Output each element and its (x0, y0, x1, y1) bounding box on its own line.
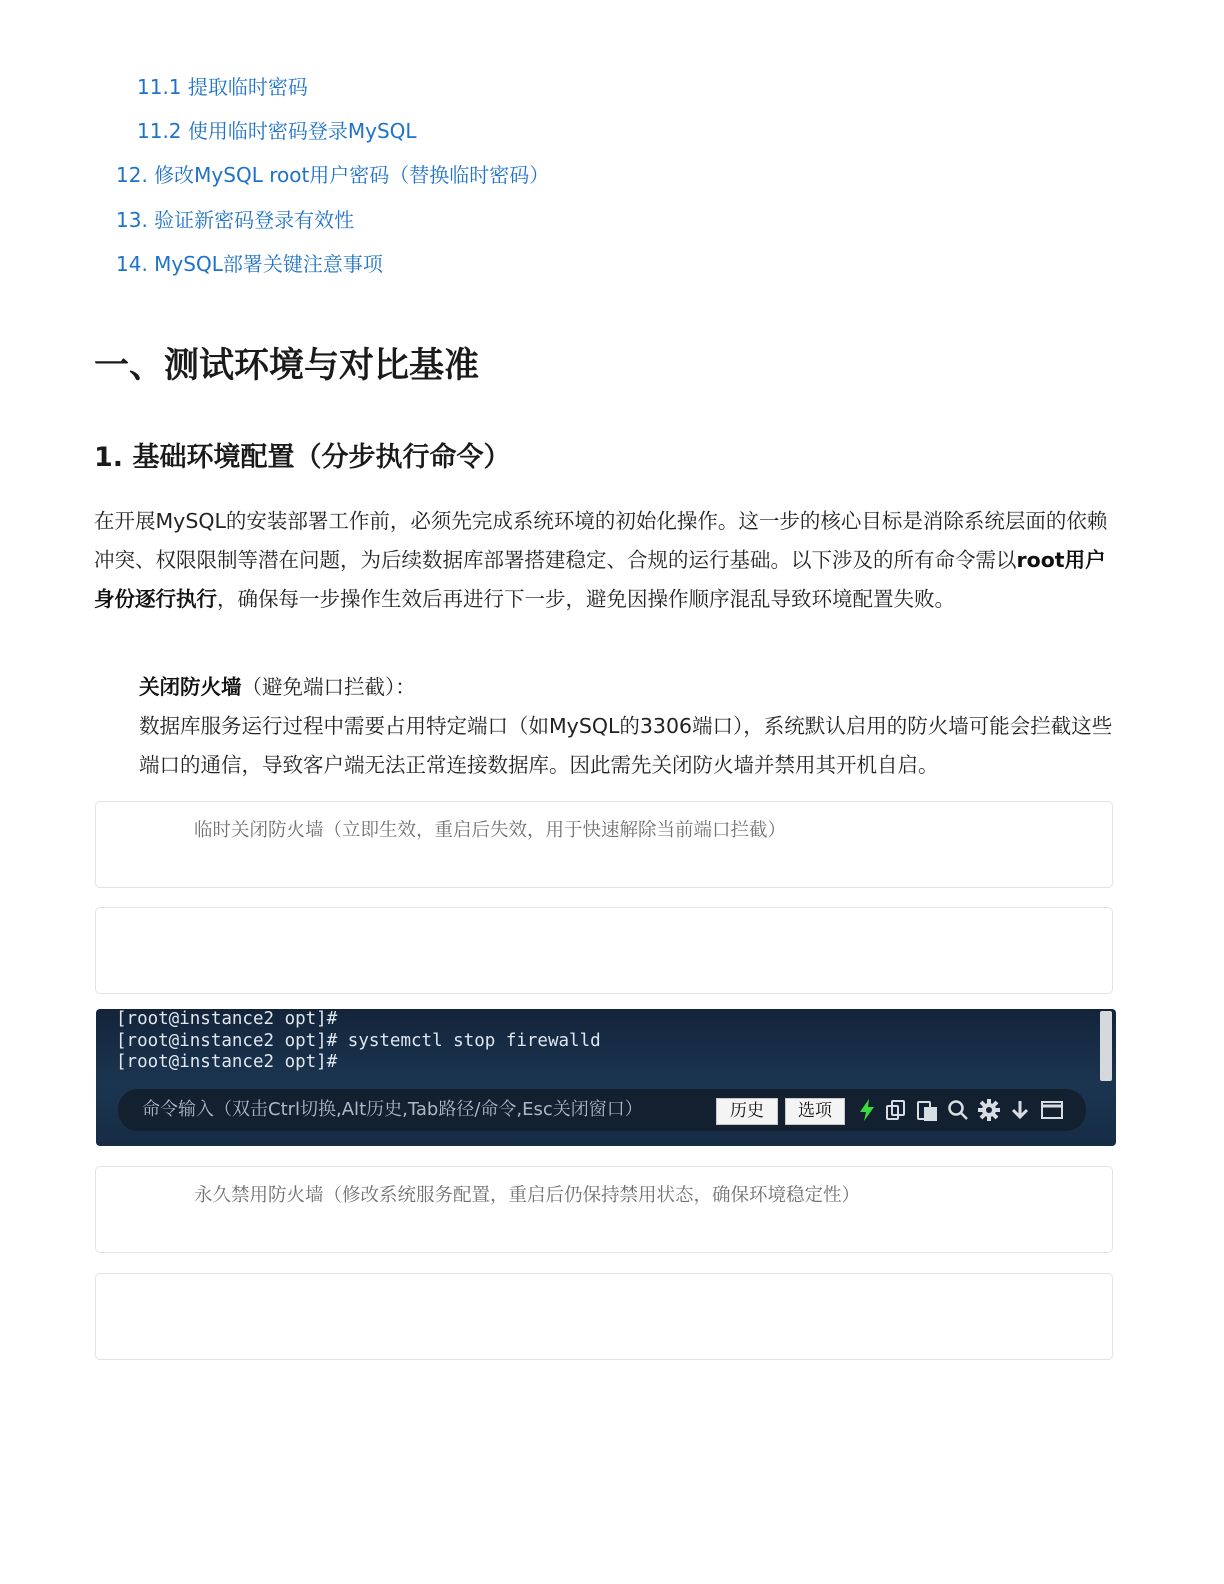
gear-icon[interactable] (977, 1098, 1001, 1122)
search-icon[interactable] (946, 1098, 970, 1122)
terminal-line: [root@instance2 opt]# systemctl stop firewalld (116, 1030, 601, 1051)
code-block-permanent-disable[interactable] (95, 1166, 1113, 1253)
firewall-title-note: （避免端口拦截）： (241, 675, 416, 699)
intro-text-after: ，确保每一步操作生效后再进行下一步，避免因操作顺序混乱导致环境配置失败。 (217, 587, 955, 611)
options-button[interactable]: 选项 (785, 1098, 845, 1125)
code-comment: 临时关闭防火墙（立即生效，重启后失效，用于快速解除当前端口拦截） (194, 820, 787, 841)
firewall-description: 数据库服务运行过程中需要占用特定端口（如MySQL的3306端口），系统默认启用的防火墙可能会拦截这些端口的通信，导致客户端无法正常连接数据库。因此需先关闭防火墙并禁用其开机自启。 (139, 714, 1113, 777)
terminal-line: [root@instance2 opt]# (116, 1052, 338, 1072)
paste-icon[interactable] (915, 1098, 939, 1122)
firewall-title: 关闭防火墙 (139, 675, 242, 699)
download-icon[interactable] (1008, 1098, 1032, 1122)
terminal-output (116, 1009, 601, 1074)
code-block-empty[interactable] (95, 1273, 1113, 1360)
section-heading: 一、测试环境与对比基准 (94, 346, 480, 386)
terminal-line: [root@instance2 opt]# (116, 1009, 338, 1029)
copy-icon[interactable] (884, 1098, 908, 1122)
history-button[interactable]: 历史 (716, 1098, 778, 1125)
intro-text-before: 在开展MySQL的安装部署工作前，必须先完成系统环境的初始化操作。这一步的核心目标是消除系统层面的依赖冲突、权限限制等潜在问题，为后续数据库部署搭建稳定、合规的运行基础。以下涉及的所有命令需以 (94, 509, 1108, 572)
toc-link-14[interactable]: 14. MySQL部署关键注意事项 (116, 252, 383, 276)
firewall-title-line (139, 668, 1124, 707)
section-subheading: 1. 基础环境配置（分步执行命令） (94, 442, 511, 473)
terminal-window (96, 1009, 1116, 1146)
command-input-placeholder[interactable]: 命令输入（双击Ctrl切换,Alt历史,Tab路径/命令,Esc关闭窗口） (142, 1099, 643, 1120)
lightning-icon[interactable] (855, 1098, 879, 1122)
code-block-temp-stop[interactable] (95, 801, 1113, 888)
intro-paragraph (94, 502, 1118, 619)
command-input-bar[interactable] (118, 1089, 1086, 1131)
toc-link-11-2[interactable]: 11.2 使用临时密码登录MySQL (137, 119, 417, 143)
intro-bold-text: root用户身份逐行执行 (94, 548, 1106, 611)
toc-link-11-1[interactable]: 11.1 提取临时密码 (137, 75, 308, 99)
toc-link-12[interactable]: 12. 修改MySQL root用户密码（替换临时密码） (116, 163, 550, 187)
terminal-scrollbar[interactable] (1100, 1011, 1112, 1081)
code-comment: 永久禁用防火墙（修改系统服务配置，重启后仍保持禁用状态，确保环境稳定性） (194, 1185, 861, 1206)
code-block-empty[interactable] (95, 907, 1113, 994)
window-icon[interactable] (1040, 1098, 1064, 1122)
toc-link-13[interactable]: 13. 验证新密码登录有效性 (116, 208, 355, 232)
